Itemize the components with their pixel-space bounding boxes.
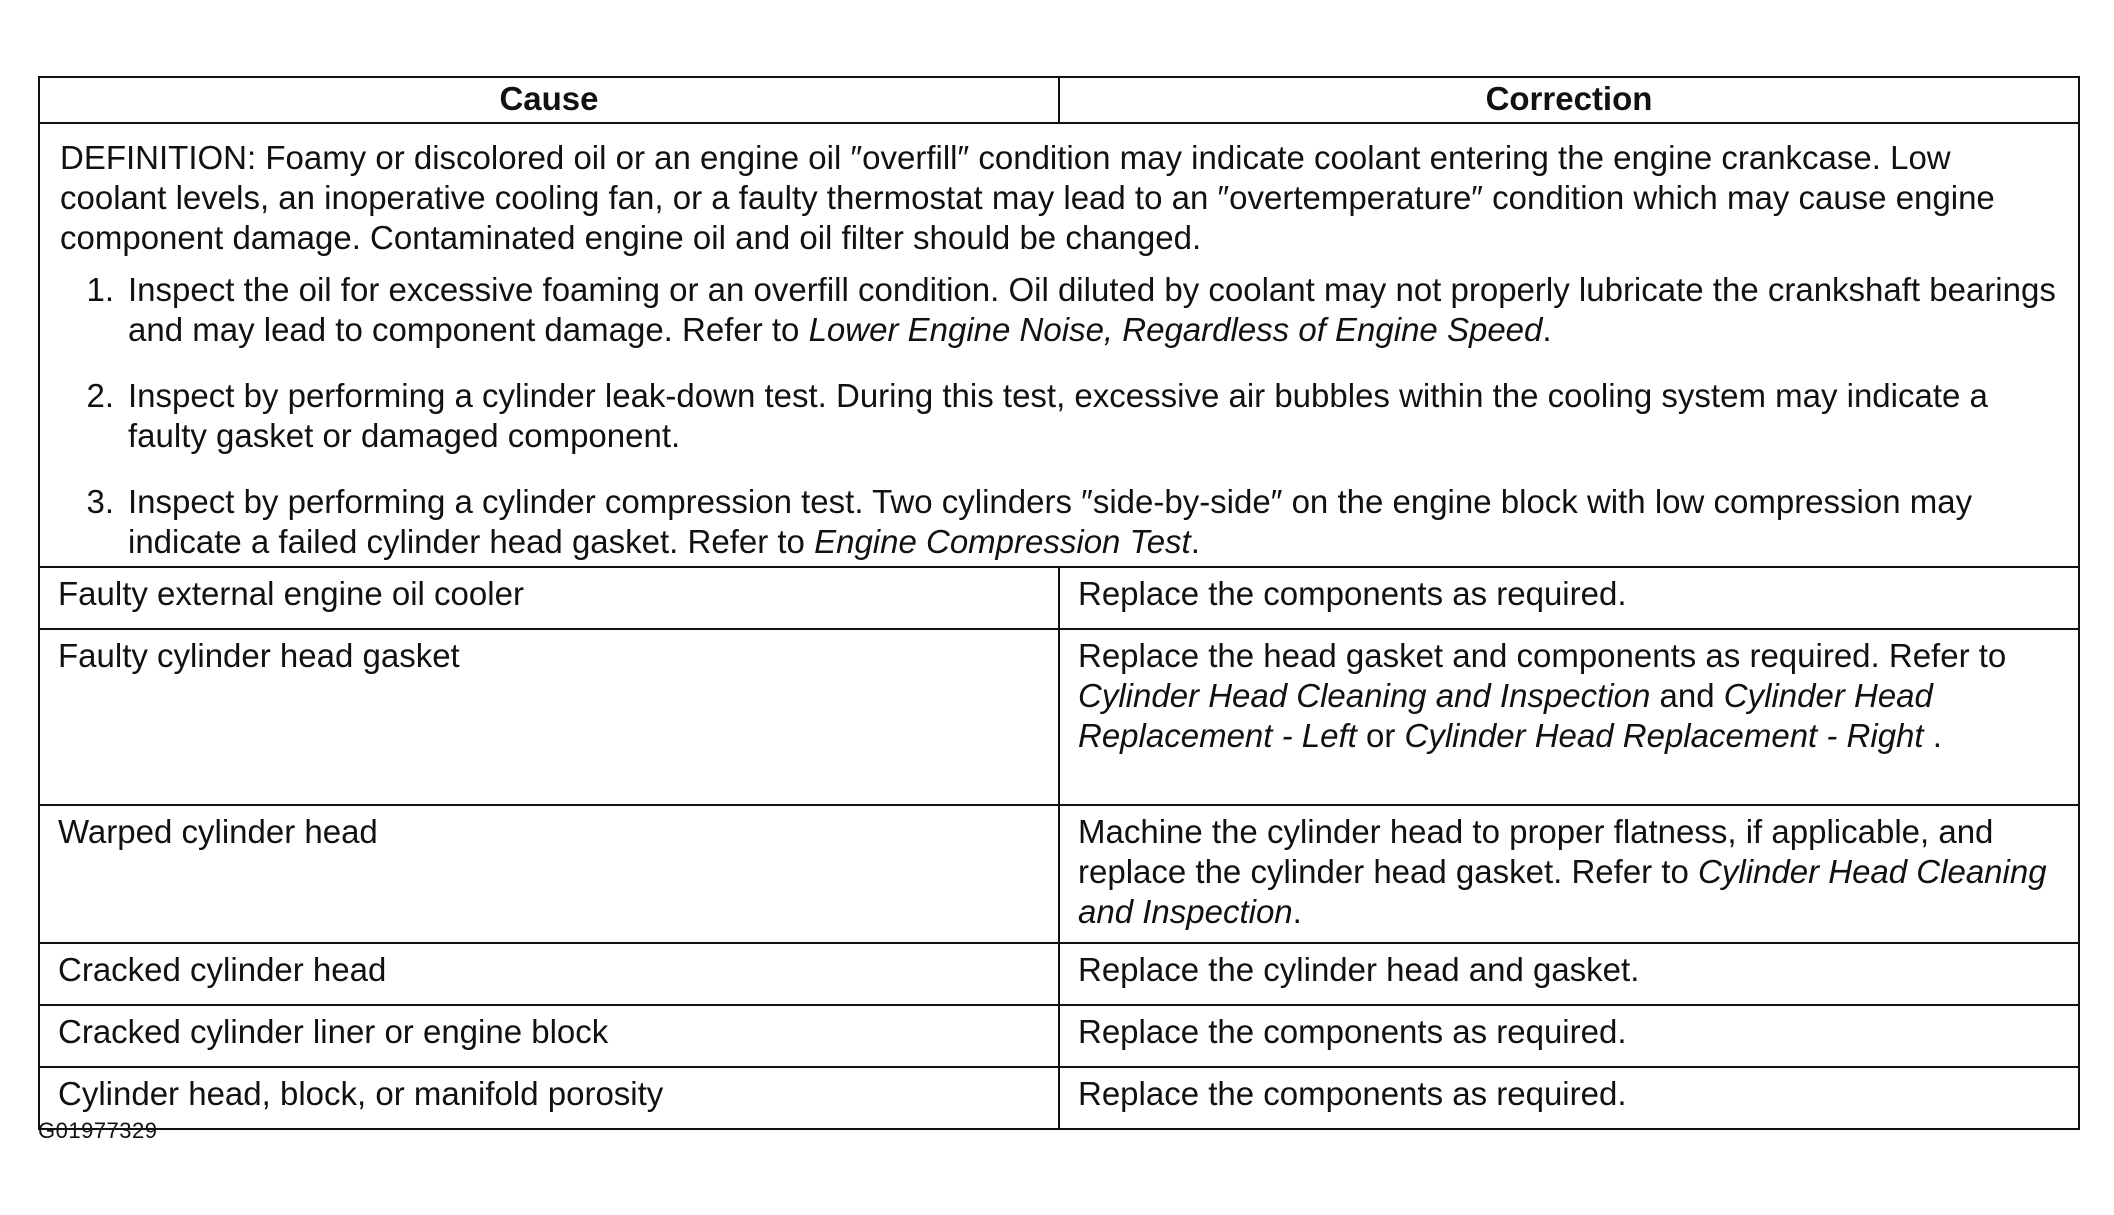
- correction-text: Replace the head gasket and components as required. Refer to: [1078, 637, 2007, 674]
- correction-text: and: [1650, 677, 1724, 714]
- definition-cell: [39, 123, 2079, 567]
- correction-text: or: [1356, 717, 1405, 754]
- table-row: [39, 1005, 2079, 1067]
- step-item: [60, 482, 2060, 562]
- step-text: [128, 270, 2060, 350]
- definition-text: DEFINITION: Foamy or discolored oil or an engine oil ″overfill″ condition may indicate coolant entering the engine crankcase. Low coolant levels, an inoperative cooling fan, or a faulty thermostat may lead to an ″overtemperature″ condition which may cause engine component damage. Contaminated engine oil and oil filter should be changed.: [60, 139, 1995, 256]
- correction-cell: Replace the components as required.: [1059, 1005, 2079, 1067]
- cause-cell: Cracked cylinder head: [39, 943, 1059, 1005]
- step-text-body: Inspect the oil for excessive foaming or an overfill condition. Oil diluted by coolant may not properly lubricate the crankshaft bearings and may lead to component damage. Refer to: [128, 271, 2056, 348]
- step-number: 1.: [86, 271, 114, 308]
- cause-header: Cause: [39, 77, 1059, 123]
- correction-end: .: [1292, 893, 1302, 930]
- correction-text: Machine the cylinder head to proper flatness, if applicable, and replace the cylinder head gasket. Refer to: [1078, 813, 1994, 890]
- correction-cell: Replace the cylinder head and gasket.: [1059, 943, 2079, 1005]
- inspection-steps: [60, 270, 2060, 562]
- header-row: [39, 77, 2079, 123]
- step-item: [60, 376, 2060, 456]
- correction-cell: [1059, 629, 2079, 805]
- reference-link: Cylinder Head Cleaning and Inspection: [1078, 853, 2047, 930]
- correction-cell: Replace the components as required.: [1059, 1067, 2079, 1129]
- cause-cell: Faulty external engine oil cooler: [39, 567, 1059, 629]
- cause-cell: Faulty cylinder head gasket: [39, 629, 1059, 805]
- step-item: [60, 270, 2060, 350]
- correction-header: Correction: [1059, 77, 2079, 123]
- cause-cell: Cylinder head, block, or manifold porosity: [39, 1067, 1059, 1129]
- step-text: [128, 482, 2060, 562]
- table-row: [39, 805, 2079, 943]
- reference-link: Cylinder Head Cleaning and Inspection: [1078, 677, 1651, 714]
- step-number: 2.: [86, 377, 114, 414]
- cause-cell: Cracked cylinder liner or engine block: [39, 1005, 1059, 1067]
- reference-link: Engine Compression Test: [814, 523, 1191, 560]
- correction-end: .: [1923, 717, 1942, 754]
- diagnostic-table: [38, 76, 2080, 1130]
- reference-link: Lower Engine Noise, Regardless of Engine Speed: [808, 311, 1543, 348]
- step-text: Inspect by performing a cylinder leak-down test. During this test, excessive air bubbles within the cooling system may indicate a faulty gasket or damaged component.: [128, 377, 1988, 454]
- step-text-body: Inspect by performing a cylinder compression test. Two cylinders ″side-by-side″ on the engine block with low compression may indicate a failed cylinder head gasket. Refer to: [128, 483, 1973, 560]
- table-row: [39, 1067, 2079, 1129]
- cause-cell: Warped cylinder head: [39, 805, 1059, 943]
- figure-id: G01977329: [38, 1118, 158, 1143]
- correction-cell: [1059, 805, 2079, 943]
- table-row: [39, 567, 2079, 629]
- definition-row: [39, 123, 2079, 567]
- correction-cell: Replace the components as required.: [1059, 567, 2079, 629]
- table-row: [39, 629, 2079, 805]
- step-number: 3.: [86, 483, 114, 520]
- reference-link: Cylinder Head Replacement - Right: [1404, 717, 1924, 754]
- step-end: .: [1190, 523, 1200, 560]
- reference-link: Cylinder Head Replacement - Left: [1078, 677, 1933, 754]
- table-row: [39, 943, 2079, 1005]
- step-end: .: [1542, 311, 1552, 348]
